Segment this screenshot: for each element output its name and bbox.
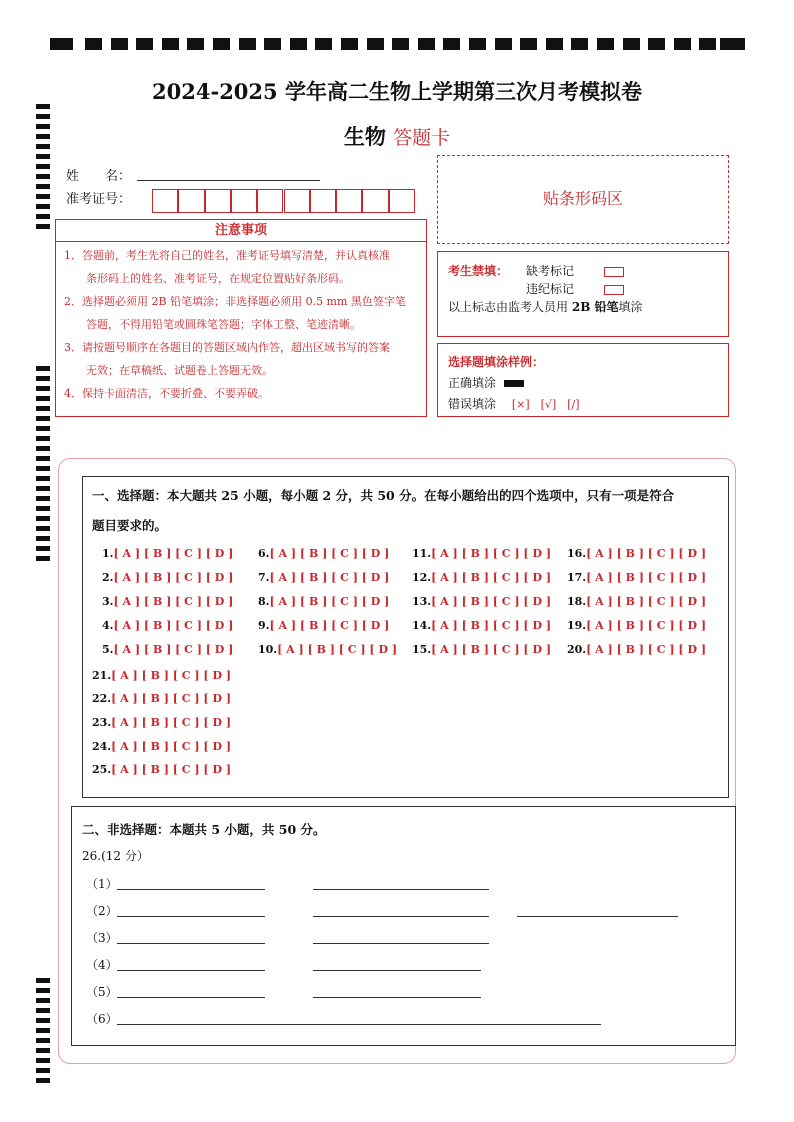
choice-question[interactable] bbox=[567, 547, 706, 560]
answer-options[interactable]: [ A ] [ B ] [ C ] [ D ] bbox=[111, 669, 232, 682]
timing-mark bbox=[36, 978, 50, 983]
timing-mark bbox=[36, 184, 50, 189]
name-label: 姓 名： bbox=[66, 169, 132, 184]
answer-options[interactable]: [ A ] [ B ] [ C ] [ D ] bbox=[586, 619, 707, 632]
answer-options[interactable]: [ A ] [ B ] [ C ] [ D ] bbox=[113, 595, 234, 608]
absent-mark-row bbox=[526, 262, 624, 279]
example-label: 选择题填涂样例： bbox=[448, 355, 545, 369]
section2-heading: 二、非选择题：本题共 5 小题，共 50 分。 bbox=[82, 822, 326, 837]
answer-options[interactable]: [ A ] [ B ] [ C ] [ D ] bbox=[113, 571, 234, 584]
name-field[interactable] bbox=[137, 180, 320, 181]
timing-mark bbox=[367, 38, 384, 50]
answer-options[interactable]: [ A ] [ B ] [ C ] [ D ] bbox=[111, 740, 232, 753]
notice-item: 答题，不得用铅笔或圆珠笔答题；字体工整、笔迹清晰。 bbox=[64, 318, 361, 331]
timing-mark bbox=[36, 506, 50, 511]
answer-options[interactable]: [ A ] [ B ] [ C ] [ D ] bbox=[277, 643, 398, 656]
timing-mark bbox=[213, 38, 230, 50]
timing-mark bbox=[36, 436, 50, 441]
question-number: 14. bbox=[412, 619, 432, 632]
timing-mark bbox=[162, 38, 179, 50]
question-number: 10. bbox=[258, 643, 278, 656]
answer-line[interactable] bbox=[517, 916, 678, 917]
id-digit-box[interactable] bbox=[284, 189, 310, 213]
timing-mark bbox=[623, 38, 640, 50]
choice-question[interactable] bbox=[258, 547, 389, 560]
answer-line[interactable] bbox=[313, 997, 481, 998]
timing-mark bbox=[36, 406, 50, 411]
answer-options[interactable]: [ A ] [ B ] [ C ] [ D ] bbox=[269, 595, 390, 608]
timing-mark bbox=[239, 38, 256, 50]
question-number: 23. bbox=[92, 716, 112, 729]
answer-options[interactable]: [ A ] [ B ] [ C ] [ D ] bbox=[113, 619, 234, 632]
answer-options[interactable]: [ A ] [ B ] [ C ] [ D ] bbox=[111, 763, 232, 776]
choice-question[interactable] bbox=[92, 740, 231, 753]
question-number: 22. bbox=[92, 692, 112, 705]
correct-example bbox=[448, 374, 524, 391]
question-number: 24. bbox=[92, 740, 112, 753]
timing-mark bbox=[571, 38, 588, 50]
timing-mark bbox=[418, 38, 435, 50]
id-digit-box[interactable] bbox=[362, 189, 388, 213]
forbidden-note-bold: 2B 铅笔 bbox=[571, 300, 619, 314]
choice-question[interactable] bbox=[412, 547, 551, 560]
answer-line[interactable] bbox=[313, 916, 489, 917]
forbidden-label: 考生禁填： bbox=[448, 264, 509, 278]
answer-options[interactable]: [ A ] [ B ] [ C ] [ D ] bbox=[586, 643, 707, 656]
timing-mark bbox=[136, 38, 153, 50]
choice-question[interactable] bbox=[258, 643, 397, 656]
question-number: 7. bbox=[258, 571, 270, 584]
question-number: 13. bbox=[412, 595, 432, 608]
timing-mark bbox=[36, 446, 50, 451]
violation-mark-box[interactable] bbox=[604, 285, 624, 295]
non-choice-section bbox=[71, 806, 736, 1046]
part-label: （3） bbox=[86, 931, 118, 945]
part-label: （6） bbox=[86, 1012, 118, 1026]
answer-options[interactable]: [ A ] [ B ] [ C ] [ D ] bbox=[269, 571, 390, 584]
id-label: 准考证号： bbox=[66, 192, 132, 207]
wrong-example-label: 错误填涂 bbox=[448, 397, 497, 411]
choice-question[interactable] bbox=[92, 763, 231, 776]
timing-mark bbox=[36, 386, 50, 391]
answer-options[interactable]: [ A ] [ B ] [ C ] [ D ] bbox=[431, 643, 552, 656]
question-number: 11. bbox=[412, 547, 432, 560]
question-number: 25. bbox=[92, 763, 112, 776]
answer-options[interactable]: [ A ] [ B ] [ C ] [ D ] bbox=[586, 571, 707, 584]
question-number: 3. bbox=[102, 595, 114, 608]
id-digit-box[interactable] bbox=[178, 189, 204, 213]
timing-mark bbox=[36, 536, 50, 541]
timing-mark bbox=[36, 1068, 50, 1073]
answer-line[interactable] bbox=[117, 997, 265, 998]
choice-question[interactable] bbox=[92, 716, 231, 729]
timing-mark bbox=[36, 1018, 50, 1023]
timing-mark bbox=[290, 38, 307, 50]
timing-mark bbox=[36, 516, 50, 521]
timing-mark bbox=[469, 38, 486, 50]
forbidden-box bbox=[437, 251, 729, 337]
answer-line[interactable] bbox=[117, 1024, 601, 1025]
choice-question[interactable] bbox=[102, 547, 233, 560]
timing-mark bbox=[36, 998, 50, 1003]
choice-question[interactable] bbox=[258, 571, 389, 584]
forbidden-note-pre: 以上标志由监考人员用 bbox=[448, 300, 569, 314]
timing-mark bbox=[50, 38, 73, 50]
timing-mark bbox=[648, 38, 665, 50]
question-number: 5. bbox=[102, 643, 114, 656]
answer-options[interactable]: [ A ] [ B ] [ C ] [ D ] bbox=[586, 595, 707, 608]
answer-options[interactable]: [ A ] [ B ] [ C ] [ D ] bbox=[113, 547, 234, 560]
question-number: 16. bbox=[567, 547, 587, 560]
timing-mark bbox=[36, 486, 50, 491]
violation-mark-row bbox=[526, 280, 624, 297]
timing-mark bbox=[597, 38, 614, 50]
timing-mark bbox=[264, 38, 281, 50]
question-number: 17. bbox=[567, 571, 587, 584]
choice-question[interactable] bbox=[102, 571, 233, 584]
question-number: 21. bbox=[92, 669, 112, 682]
question-number: 4. bbox=[102, 619, 114, 632]
question-number: 15. bbox=[412, 643, 432, 656]
timing-mark bbox=[392, 38, 409, 50]
id-digit-box[interactable] bbox=[231, 189, 257, 213]
forbidden-note-post: 填涂 bbox=[618, 300, 643, 314]
q26-label: 26.(12 分） bbox=[82, 849, 149, 863]
timing-mark bbox=[36, 416, 50, 421]
timing-mark bbox=[36, 556, 50, 561]
question-number: 6. bbox=[258, 547, 270, 560]
question-number: 19. bbox=[567, 619, 587, 632]
section1-heading-1: 一、选择题：本大题共 25 小题，每小题 2 分，共 50 分。在每小题给出的四个选项中，只有一项是符合 bbox=[92, 488, 675, 503]
answer-line[interactable] bbox=[313, 970, 481, 971]
question-number: 2. bbox=[102, 571, 114, 584]
answer-options[interactable]: [ A ] [ B ] [ C ] [ D ] bbox=[431, 571, 552, 584]
violation-mark-label: 违纪标记 bbox=[526, 282, 575, 296]
page-title: 2024-2025 学年高二生物上学期第三次月考模拟卷 bbox=[152, 79, 642, 104]
answer-card-label: 答题卡 bbox=[393, 127, 451, 149]
timing-mark bbox=[111, 38, 128, 50]
timing-mark bbox=[36, 426, 50, 431]
part-label: （4） bbox=[86, 958, 118, 972]
timing-mark bbox=[36, 376, 50, 381]
barcode-area: 贴条形码区 bbox=[437, 155, 729, 244]
choice-question[interactable] bbox=[412, 595, 551, 608]
timing-mark bbox=[85, 38, 102, 50]
answer-options[interactable]: [ A ] [ B ] [ C ] [ D ] bbox=[111, 716, 232, 729]
timing-mark bbox=[36, 1038, 50, 1043]
answer-line[interactable] bbox=[117, 943, 265, 944]
answer-line[interactable] bbox=[313, 943, 489, 944]
timing-mark bbox=[315, 38, 332, 50]
correct-example-label: 正确填涂 bbox=[448, 376, 497, 390]
answer-options[interactable]: [ A ] [ B ] [ C ] [ D ] bbox=[269, 547, 390, 560]
choice-question[interactable] bbox=[412, 619, 551, 632]
timing-mark bbox=[699, 38, 716, 50]
timing-mark bbox=[674, 38, 691, 50]
question-number: 8. bbox=[258, 595, 270, 608]
question-number: 20. bbox=[567, 643, 587, 656]
timing-mark bbox=[36, 1048, 50, 1053]
timing-mark bbox=[36, 204, 50, 209]
timing-mark bbox=[36, 164, 50, 169]
example-box bbox=[437, 343, 729, 417]
answer-options[interactable]: [ A ] [ B ] [ C ] [ D ] bbox=[586, 547, 707, 560]
subject-label: 生物 bbox=[343, 124, 386, 149]
timing-mark bbox=[720, 38, 745, 50]
timing-mark bbox=[36, 526, 50, 531]
choice-question[interactable] bbox=[102, 619, 233, 632]
answer-line[interactable] bbox=[117, 889, 265, 890]
choice-question[interactable] bbox=[567, 619, 706, 632]
id-digit-box[interactable] bbox=[336, 189, 362, 213]
question-number: 12. bbox=[412, 571, 432, 584]
timing-mark bbox=[36, 988, 50, 993]
timing-mark bbox=[36, 546, 50, 551]
timing-mark bbox=[36, 224, 50, 229]
notice-heading: 注意事项 bbox=[55, 219, 427, 242]
wrong-marks: [×] [√] [/] bbox=[511, 398, 580, 411]
choice-question[interactable] bbox=[102, 643, 233, 656]
notice-item: 条形码上的姓名、准考证号，在规定位置贴好条形码。 bbox=[64, 272, 350, 285]
section1-heading-2: 题目要求的。 bbox=[92, 518, 168, 533]
timing-mark bbox=[36, 476, 50, 481]
notice-item: 3．请按题号顺序在各题目的答题区域内作答，超出区域书写的答案 bbox=[64, 341, 390, 354]
timing-mark bbox=[36, 154, 50, 159]
answer-options[interactable]: [ A ] [ B ] [ C ] [ D ] bbox=[269, 619, 390, 632]
choice-question[interactable] bbox=[567, 595, 706, 608]
multiple-choice-section bbox=[82, 476, 729, 798]
timing-mark bbox=[36, 1078, 50, 1083]
question-number: 9. bbox=[258, 619, 270, 632]
answer-options[interactable]: [ A ] [ B ] [ C ] [ D ] bbox=[431, 595, 552, 608]
timing-mark bbox=[443, 38, 460, 50]
absent-mark-label: 缺考标记 bbox=[526, 264, 575, 278]
timing-mark bbox=[341, 38, 358, 50]
part-label: （1） bbox=[86, 877, 118, 891]
notice-item: 2．选择题必须用 2B 铅笔填涂；非选择题必须用 0.5 mm 黑色签字笔 bbox=[64, 295, 406, 308]
timing-mark bbox=[36, 466, 50, 471]
page-subtitle bbox=[0, 121, 794, 151]
timing-mark bbox=[36, 1008, 50, 1013]
answer-options[interactable]: [ A ] [ B ] [ C ] [ D ] bbox=[111, 692, 232, 705]
timing-mark bbox=[546, 38, 563, 50]
notice-item: 1．答题前，考生先将自己的姓名，准考证号填写清楚，并认真核准 bbox=[64, 249, 390, 262]
answer-line[interactable] bbox=[117, 970, 265, 971]
timing-mark bbox=[36, 456, 50, 461]
timing-mark bbox=[187, 38, 204, 50]
timing-mark bbox=[495, 38, 512, 50]
question-number: 1. bbox=[102, 547, 114, 560]
timing-mark bbox=[36, 174, 50, 179]
id-digit-box[interactable] bbox=[310, 189, 336, 213]
timing-mark bbox=[520, 38, 537, 50]
timing-mark bbox=[36, 214, 50, 219]
absent-mark-box[interactable] bbox=[604, 267, 624, 277]
choice-question[interactable] bbox=[258, 595, 389, 608]
timing-marks-top bbox=[50, 38, 745, 50]
timing-mark bbox=[36, 396, 50, 401]
id-digit-box[interactable] bbox=[257, 189, 283, 213]
question-number: 18. bbox=[567, 595, 587, 608]
answer-options[interactable]: [ A ] [ B ] [ C ] [ D ] bbox=[431, 619, 552, 632]
forbidden-note bbox=[448, 298, 643, 315]
choice-question[interactable] bbox=[567, 571, 706, 584]
choice-question[interactable] bbox=[92, 692, 231, 705]
choice-question[interactable] bbox=[102, 595, 233, 608]
answer-line[interactable] bbox=[313, 889, 489, 890]
id-digit-box[interactable] bbox=[205, 189, 231, 213]
choice-question[interactable] bbox=[412, 643, 551, 656]
answer-line[interactable] bbox=[117, 916, 265, 917]
choice-question[interactable] bbox=[258, 619, 389, 632]
timing-mark bbox=[36, 496, 50, 501]
timing-mark bbox=[36, 366, 50, 371]
id-digit-box[interactable] bbox=[152, 189, 178, 213]
part-label: （2） bbox=[86, 904, 118, 918]
notice-item: 无效；在草稿纸、试题卷上答题无效。 bbox=[64, 364, 273, 377]
filled-mark-icon bbox=[504, 380, 524, 387]
wrong-example bbox=[448, 395, 580, 412]
choice-question[interactable] bbox=[92, 669, 231, 682]
timing-mark bbox=[36, 114, 50, 119]
answer-options[interactable]: [ A ] [ B ] [ C ] [ D ] bbox=[431, 547, 552, 560]
timing-mark bbox=[36, 1058, 50, 1063]
part-label: （5） bbox=[86, 985, 118, 999]
notice-item: 4．保持卡面清洁，不要折叠、不要弄破。 bbox=[64, 387, 269, 400]
timing-mark bbox=[36, 1028, 50, 1033]
choice-question[interactable] bbox=[412, 571, 551, 584]
id-digit-box[interactable] bbox=[389, 189, 415, 213]
notice-box bbox=[55, 241, 427, 417]
answer-options[interactable]: [ A ] [ B ] [ C ] [ D ] bbox=[113, 643, 234, 656]
timing-mark bbox=[36, 194, 50, 199]
choice-question[interactable] bbox=[567, 643, 706, 656]
